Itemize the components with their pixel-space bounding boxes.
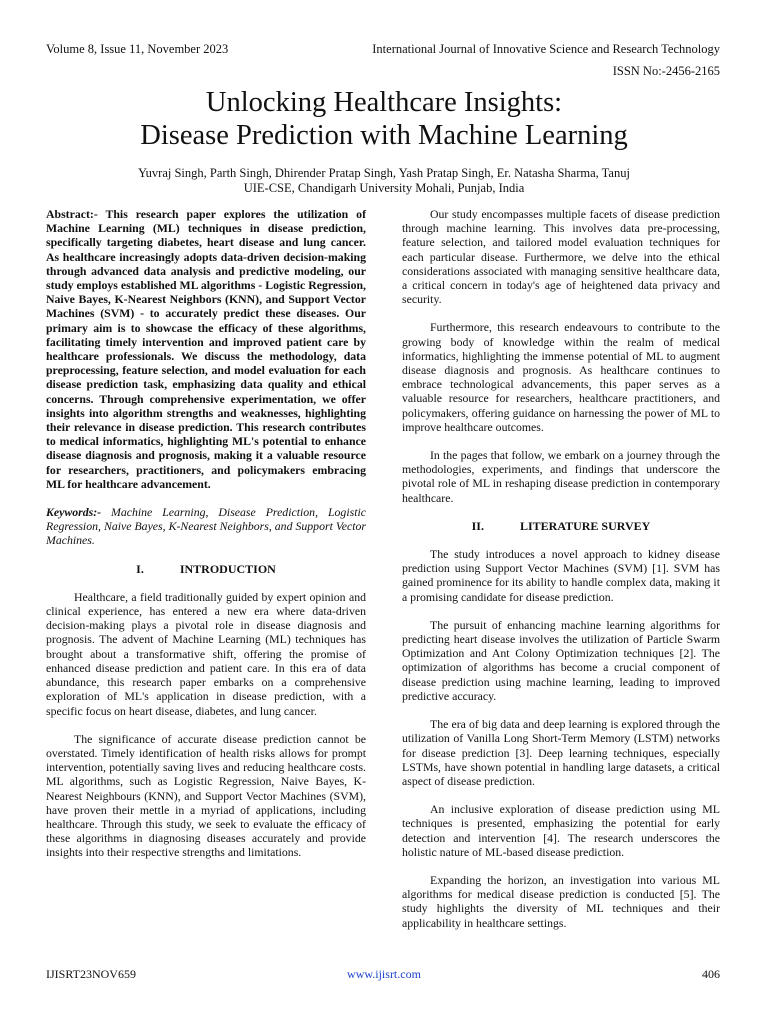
paragraph: Healthcare, a field traditionally guided by expert opinion and clinical experience, has entered a new era where data-driven decision-making plays a pivotal role in disease diagnosis and prognosis. The advent of Machine Learning (ML) techniques has brought about a transformative shift, offering the promise of enhanced disease prediction and patient care. In this era of data abundance, this research paper embarks on a comprehensive exploration of ML's application in disease prediction, with a specific focus on heart disease, diabetes, and lung cancer. xyxy=(46,589,366,718)
paragraph: Our study encompasses multiple facets of disease prediction through machine learning. This involves data pre-processing, feature selection, and tailored model evaluation techniques for each particular disease. Furthermore, we delve into the ethical considerations associated with managing sensitive healthcare data, a critical concern in today's age of heightened data privacy and security. xyxy=(402,207,720,307)
paragraph: An inclusive exploration of disease prediction using ML techniques is presented, emphasizing the potential for early detection and intervention [4]. The research underscores the holistic nature of ML-based disease prediction. xyxy=(402,802,720,859)
issn: ISSN No:-2456-2165 xyxy=(612,64,720,78)
paragraph: The significance of accurate disease prediction cannot be overstated. Timely identification of health risks allows for prompt intervention, potentially saving lives and reducing healthcare costs. ML algorithms, such as Logistic Regression, Naive Bayes, K-Nearest Neighbours (KNN), and Support Vector Machines (SVM), have proven their mettle in a myriad of applications, including healthcare. Through this study, we seek to evaluate the efficacy of these algorithms in diagnosing diseases accurately and provide insights into their respective strengths and limitations. xyxy=(46,731,366,860)
section-number: II. xyxy=(471,518,484,533)
left-column xyxy=(46,207,366,874)
keywords xyxy=(46,505,366,548)
title-line-1: Unlocking Healthcare Insights: xyxy=(205,87,563,118)
keywords-label: Keywords:- xyxy=(46,505,102,520)
author-block xyxy=(0,166,768,196)
paragraph: The era of big data and deep learning is explored through the utilization of Vanilla Long Short-Term Memory (LSTM) networks for disease prediction [3]. Deep learning techniques, especially LSTMs, have shown potential in handling large datasets, a critical aspect of disease prediction. xyxy=(402,717,720,788)
paragraph: The study introduces a novel approach to kidney disease prediction using Support Vector Machines (SVM) [1]. SVM has gained prominence for its ability to handle complex data, making it a promising candidate for disease prediction. xyxy=(402,547,720,604)
journal-name: International Journal of Innovative Science and Research Technology xyxy=(372,42,720,56)
page-number: 406 xyxy=(702,967,720,981)
section-title: INTRODUCTION xyxy=(179,561,276,576)
paragraph: Expanding the horizon, an investigation into various ML algorithms for medical disease prediction is conducted [5]. The study highlights the diversity of ML techniques and their applicability in healthcare settings. xyxy=(402,872,720,930)
section-heading-literature-survey xyxy=(402,519,720,533)
keywords-text: Machine Learning, Disease Prediction, Logistic Regression, Naive Bayes, K-Nearest Neighbors, and Support Vector Machines. xyxy=(46,505,366,548)
section-title: LITERATURE SURVEY xyxy=(519,518,651,533)
volume-info: Volume 8, Issue 11, November 2023 xyxy=(46,42,229,56)
paper-title xyxy=(0,86,768,152)
title-line-2: Disease Prediction with Machine Learning xyxy=(140,120,628,151)
right-column xyxy=(402,207,720,944)
section-number: I. xyxy=(136,561,144,576)
paragraph: The pursuit of enhancing machine learning algorithms for predicting heart disease involves the utilization of Particle Swarm Optimization and Ant Colony Optimization techniques [2]. The optimization of algorithms has become a crucial component of disease prediction using machine learning, leading to improved predictive accuracy. xyxy=(402,617,720,703)
author-affiliation: UIE-CSE, Chandigarh University Mohali, Punjab, India xyxy=(243,181,525,195)
abstract: Abstract:- This research paper explores the utilization of Machine Learning (ML) techniques in disease prediction, specifically targeting diabetes, heart disease and lung cancer. As healthcare increasingly adopts data-driven decision-making through advanced data analysis and predictive modeling, our study employs established ML algorithms - Logistic Regression, Naive Bayes, K-Nearest Neighbors (KNN), and Support Vector Machines (SVM) - to accurately predict these diseases. Our primary aim is to showcase the efficacy of these algorithms, facilitating timely intervention and improved patient care by healthcare professionals. We discuss the methodology, data preprocessing, feature selection, and model evaluation for each disease prediction task, emphasizing data quality and ethical concerns. Through comprehensive experimentation, we offer insights into algorithm strengths and weaknesses, highlighting their relevance in disease prediction. This research contributes to medical informatics, highlighting ML's potential to enhance disease diagnosis and prognosis, making it a valuable resource for researchers, practitioners, and policymakers embracing ML for healthcare advancement. xyxy=(46,207,366,491)
paper-code: IJISRT23NOV659 xyxy=(46,967,136,981)
paragraph: In the pages that follow, we embark on a journey through the methodologies, experiments, and findings that underscore the pivotal role of ML in reshaping disease prediction in contemporary healthcare. xyxy=(402,448,720,505)
section-heading-introduction xyxy=(46,562,366,576)
journal-website-link[interactable]: www.ijisrt.com xyxy=(347,967,421,981)
paragraph: Furthermore, this research endeavours to contribute to the growing body of knowledge within the realm of medical informatics, highlighting the immense potential of ML to augment disease diagnosis and prognosis. As healthcare continues to embrace technological advancements, this paper serves as a valuable resource for researchers, healthcare practitioners, and policymakers, offering guidance on harnessing the power of ML to improve healthcare outcomes. xyxy=(402,320,720,434)
author-names: Yuvraj Singh, Parth Singh, Dhirender Pratap Singh, Yash Pratap Singh, Er. Natasha Sharma, Tanuj xyxy=(138,166,630,180)
